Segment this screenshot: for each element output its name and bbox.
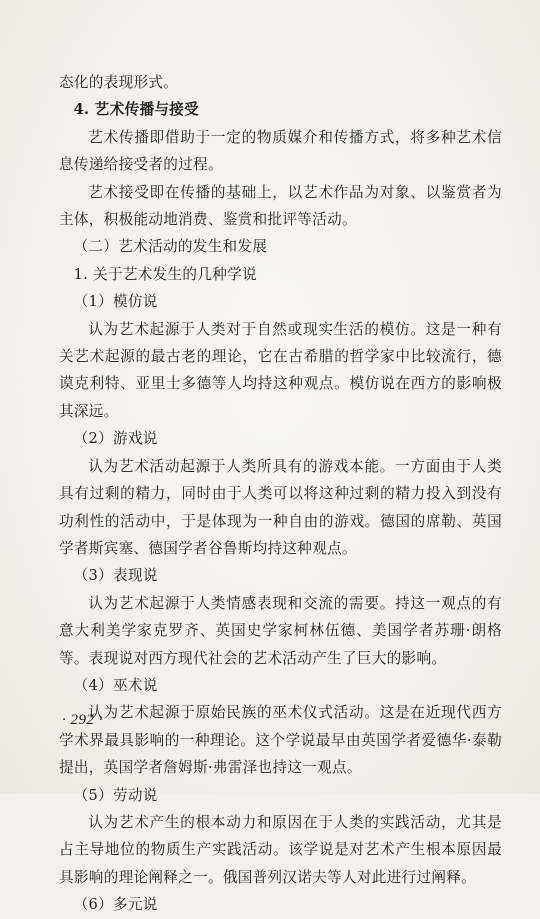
paragraph-art-transmission: 艺术传播即借助于一定的物质媒介和传播方式，将多种艺术信息传递给接受者的过程。 — [59, 128, 502, 174]
section-heading-art-transmission: 4. 艺术传播与接受 — [73, 101, 200, 119]
paragraph-witchcraft: 认为艺术起源于原始民族的巫术仪式活动。这是在近现代西方学术界最具影响的一种理论。这个学说最早由英国学者爱德华·泰勒提出，英国学者詹姆斯·弗雷泽也持这一观点。 — [59, 704, 502, 777]
theory-heading-expression: （3）表现说 — [73, 567, 158, 585]
theory-heading-labor: （5）劳动说 — [73, 786, 158, 804]
paragraph-labor: 认为艺术产生的根本动力和原因在于人类的实践活动，尤其是占主导地位的物质生产实践活动。该学说是对艺术产生根本原因最具影响的理论阐释之一。俄国普列汉诺夫等人对此进行过阐释。 — [59, 813, 502, 886]
theory-heading-imitation: （1）模仿说 — [73, 293, 158, 311]
section-heading-art-activity-origin: （二）艺术活动的发生和发展 — [73, 238, 268, 256]
subsection-heading-theories: 1. 关于艺术发生的几种学说 — [73, 265, 257, 283]
paragraph-play: 认为艺术活动起源于人类所具有的游戏本能。一方面由于人类具有过剩的精力，同时由于人类可以将这种过剩的精力投入到没有功利性的活动中，于是体现为一种自由的游戏。德国的席勒、英国学者斯宾塞、德国学者谷鲁斯均持这种观点。 — [59, 457, 502, 557]
page-number: · 292 · — [62, 712, 103, 728]
theory-heading-pluralism: （6）多元说 — [73, 896, 158, 914]
theory-heading-witchcraft: （4）巫术说 — [73, 676, 158, 694]
paragraph-imitation: 认为艺术起源于人类对于自然或现实生活的模仿。这是一种有关艺术起源的最古老的理论，它在古希腊的哲学家中比较流行，德谟克利特、亚里士多德等人均持这种观点。模仿说在西方的影响极其深远。 — [59, 320, 502, 420]
paragraph-continuation: 态化的表现形式。 — [59, 74, 179, 91]
paragraph-expression: 认为艺术起源于人类情感表现和交流的需要。持这一观点的有意大利美学家克罗齐、英国史学家柯林伍德、美国学者苏珊·朗格等。表现说对西方现代社会的艺术活动产生了巨大的影响。 — [59, 594, 502, 667]
theory-heading-play: （2）游戏说 — [73, 430, 158, 448]
paragraph-art-reception: 艺术接受即在传播的基础上，以艺术作品为对象、以鉴赏者为主体，积极能动地消费、鉴赏和批评等活动。 — [59, 183, 502, 229]
body-text — [59, 69, 502, 919]
